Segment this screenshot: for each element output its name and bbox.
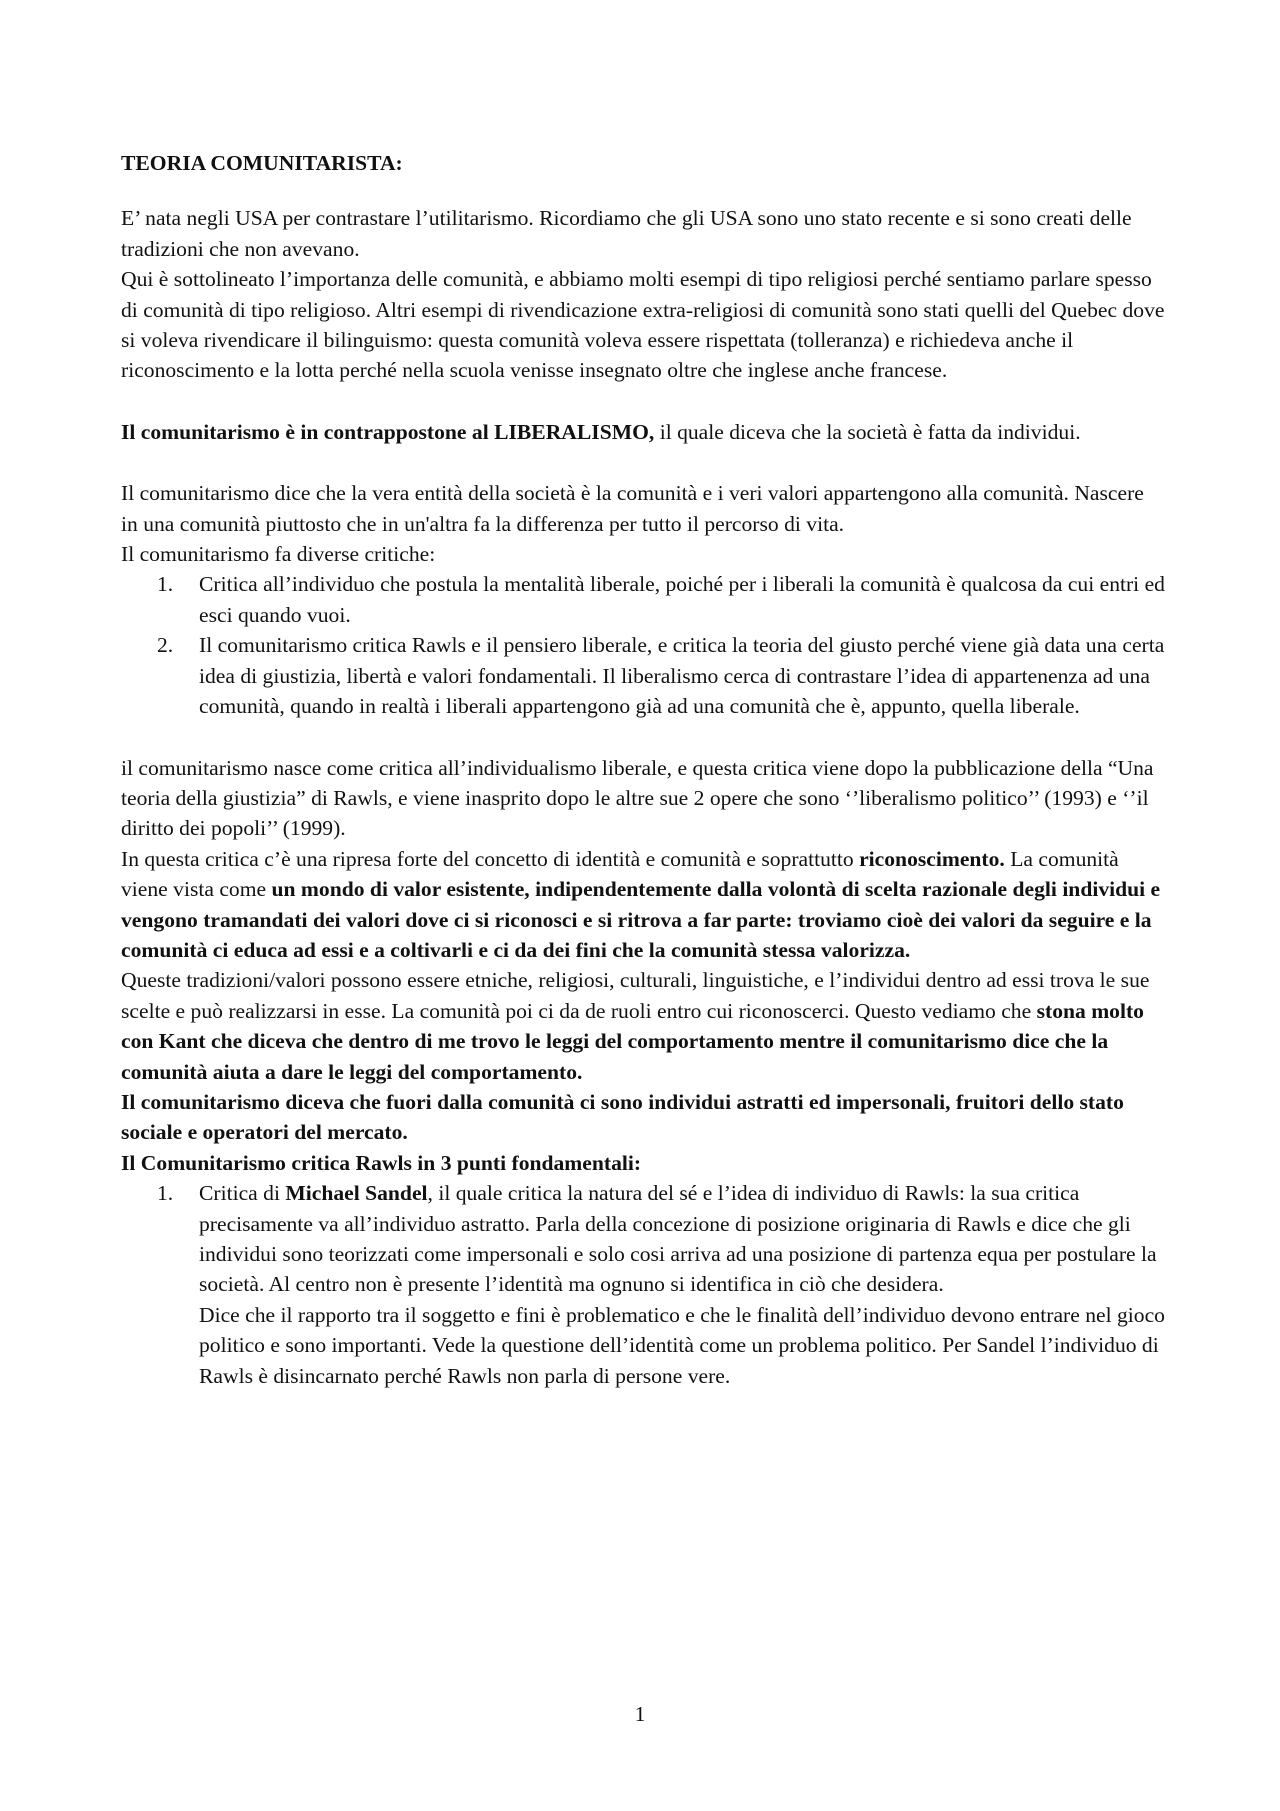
liberalism-paragraph [121,417,1166,447]
list-number: 2. [157,633,174,658]
entity-paragraph: Il comunitarismo dice che la vera entità della società è la comunità e i veri valori appartengono alla comunità. Nascere in una comunità piuttosto che in un'altra fa la differenza per tutto il percorso di vita. [121,481,1144,536]
recognition-text-2: La comunità viene vista come [121,846,1119,902]
outside-community-bold: Il comunitarismo diceva che fuori dalla comunità ci sono individui astratti ed impersonali, fruitori dello stato sociale e operatori del mercato. [121,1089,1124,1145]
traditions-text: Queste tradizioni/valori possono essere etniche, religiosi, culturali, linguistiche, e l’individui dentro ad essi trova le sue scelte e può realizzarsi in esse. La comunità poi ci da de ruoli entro cui riconoscerci. Questo vediamo che [121,968,1150,1023]
list-item [121,569,1166,630]
communities-paragraph: Qui è sottolineato l’importanza delle comunità, e abbiamo molti esempi di tipo religiosi perché sentiamo parlare spesso di comunità di tipo religioso. Altri esempi di rivendicazione extra-religiosi di comunità sono stati quelli del Quebec dove si voleva rivendicare il bilinguismo: questa comunità voleva essere rispettata (tolleranza) e richiedeva anche il riconoscimento e la lotta perché nella scuola venisse insegnato oltre che inglese anche francese. [121,267,1165,383]
sandel-paragraph-2: Dice che il rapporto tra il soggetto e fini è problematico e che le finalità dell’individuo devono entrare nel gioco politico e sono importanti. Vede la questione dell’identità come un problema politico. Per Sandel l’individuo di Rawls è disincarnato perché Rawls non parla di persone vere. [199,1302,1165,1388]
list-item [121,630,1166,721]
list-item [121,1178,1166,1391]
list-item-text: Il comunitarismo critica Rawls e il pensiero liberale, e critica la teoria del giusto perché viene già data una certa idea di giustizia, libertà e valori fondamentali. Il liberalismo cerca di contrastare l’idea di appartenenza ad una comunità, quando in realtà i liberali appartengono già ad una comunità che è, appunto, quella liberale. [199,633,1165,719]
recognition-text-1: In questa critica c’è una ripresa forte del concetto di identità e comunità e soprattutto [121,846,860,871]
criticisms-list [121,569,1166,721]
three-points-bold: Il Comunitarismo critica Rawls in 3 punti fondamentali: [121,1150,642,1175]
list-number: 1. [157,1181,174,1206]
origin-paragraph: il comunitarismo nasce come critica all’individualismo liberale, e questa critica viene dopo la pubblicazione della “Una teoria della giustizia” di Rawls, e viene inasprito dopo le altre sue 2 opere che sono ‘’liberalismo politico’’ (1993) e ‘’il diritto dei popoli’’ (1999). [121,755,1154,841]
traditions-paragraph [121,965,1166,1087]
three-points-heading [121,1148,1166,1178]
document-title: TEORIA COMUNITARISTA: [121,151,403,175]
page-number: 1 [634,1702,646,1726]
traditions-bold: stona molto con Kant che diceva che dentro di me trovo le leggi del comportamento mentre il comunitarismo dice che la comunità aiuta a dare le leggi del comportamento. [121,998,1144,1084]
sandel-text-1: Critica di [199,1181,286,1206]
list-number: 1. [157,572,174,597]
document-body [121,148,1166,1391]
rawls-criticisms-list [121,1178,1166,1391]
intro-paragraph: E’ nata negli USA per contrastare l’utilitarismo. Ricordiamo che gli USA sono uno stato recente e si sono creati delle tradizioni che non avevano. [121,206,1132,261]
sandel-name: Michael Sandel [285,1181,428,1206]
list-item-text: Critica all’individuo che postula la mentalità liberale, poiché per i liberali la comunità è qualcosa da cui entri ed esci quando vuoi. [199,572,1165,627]
liberalism-rest: il quale diceva che la società è fatta da individui. [654,419,1081,444]
recognition-bold-2: un mondo di valor esistente, indipendentemente dalla volontà di scelta razionale degli individui e vengono tramandati dei valori dove ci si riconosci e si ritrova a far parte: troviamo cioè dei valori da seguire e la comunità ci educa ad essi e a coltivarli e ci da dei fini che la comunità stessa valorizza. [121,877,1161,962]
criticisms-intro: Il comunitarismo fa diverse critiche: [121,542,436,567]
recognition-bold-1: riconoscimento. [859,846,1005,871]
outside-community-paragraph [121,1087,1166,1148]
recognition-paragraph [121,844,1166,966]
sandel-text-2: , il quale critica la natura del sé e l’idea di individuo di Rawls: la sua critica precisamente va all’individuo astratto. Parla della concezione di posizione originaria di Rawls e dice che gli individui sono teorizzati come impersonali e solo cosi arriva ad una posizione di partenza equa per postulare la società. Al centro non è presente l’identità ma ognuno si identifica in ciò che desidera. [199,1181,1157,1297]
liberalism-bold: Il comunitarismo è in contrappostone al LIBERALISMO, [121,419,655,444]
